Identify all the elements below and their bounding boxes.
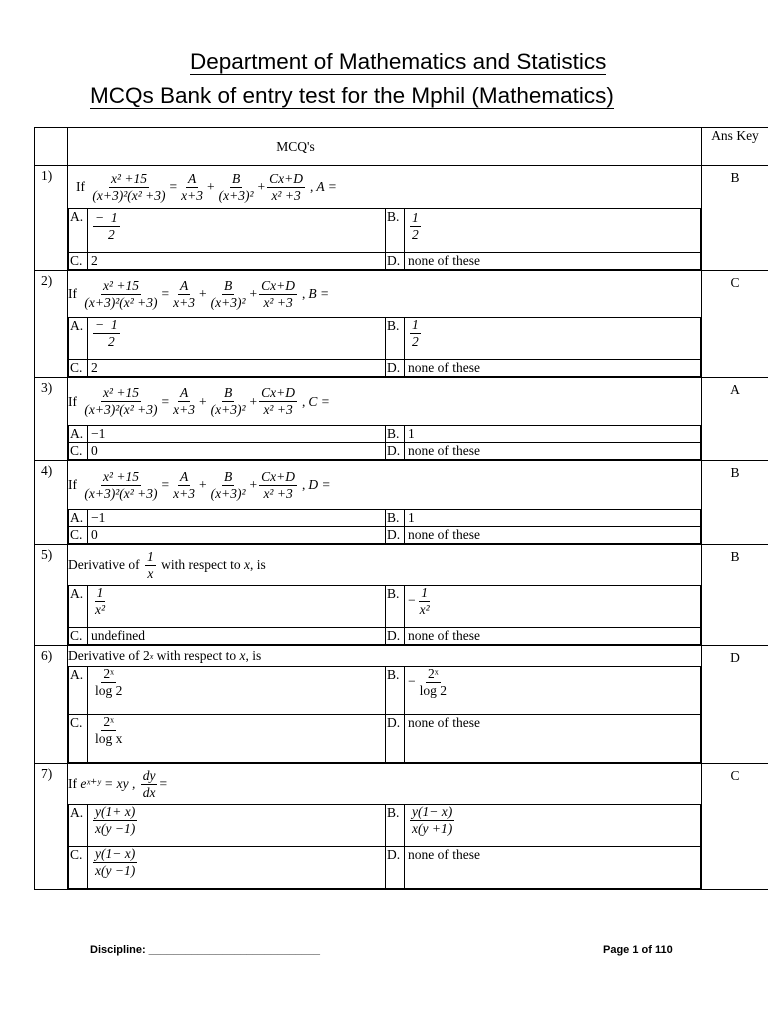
option-label: C.	[69, 443, 88, 460]
mcq-table	[34, 127, 768, 890]
question-number: 1)	[35, 166, 68, 271]
question-text: If $\frac{\text{x² +15}}{\text{(x+3)²(x² +3)}}$ = $\frac{A}{x+3}$ + $\frac{B}{\text{(x+3)²}}$ + $\frac{Cx+D}{\text{x² +3}}$ , A =	[76, 170, 337, 203]
option-label: D.	[386, 360, 405, 377]
if-text: If	[68, 477, 77, 492]
option-label: A.	[69, 318, 88, 360]
question-number: 4)	[35, 461, 68, 545]
option-label: B.	[386, 667, 405, 715]
option-a: $\frac{\text{2ˣ}}{\log 2}$	[88, 667, 386, 715]
question-text: If eˣ⁺ʸ = xy , $\frac{dy}{dx}$ =	[68, 767, 168, 800]
page-number: Page 1 of 110	[603, 944, 673, 956]
option-label: D.	[386, 715, 405, 763]
question-row-6	[35, 646, 768, 764]
page-title: Department of Mathematics and Statistics	[190, 49, 607, 74]
question-text: Derivative of $\frac{1}{x}$ with respect to x , is	[68, 548, 266, 581]
question-row-4	[35, 461, 768, 545]
option-label: B.	[386, 510, 405, 527]
option-label: B.	[386, 209, 405, 253]
question-number: 6)	[35, 646, 68, 764]
option-label: A.	[69, 667, 88, 715]
column-header-ans-key: Ans Key	[702, 128, 768, 166]
options-grid	[68, 804, 701, 889]
option-label: A.	[69, 209, 88, 253]
option-d: none of these	[405, 715, 701, 763]
option-a: −1	[88, 510, 386, 527]
option-c: 2	[88, 253, 386, 270]
option-b: $\frac{1}{2}$	[405, 318, 701, 360]
page-subtitle: MCQs Bank of entry test for the Mphil (Mathematics)	[90, 83, 614, 108]
option-c: undefined	[88, 628, 386, 645]
option-label: D.	[386, 443, 405, 460]
options-grid	[68, 208, 701, 270]
option-label: C.	[69, 715, 88, 763]
fraction: $\frac{Cx+D}{\text{x² +3}}$	[269, 170, 304, 203]
option-label: D.	[386, 628, 405, 645]
option-c: 0	[88, 527, 386, 544]
fraction: $\frac{A}{x+3}$	[181, 170, 204, 203]
question-text: Derivative of 2 x with respect to x , is	[68, 648, 262, 663]
answer-key: B	[702, 545, 768, 646]
option-label: B.	[386, 318, 405, 360]
option-d: none of these	[405, 443, 701, 460]
question-row-5	[35, 545, 768, 646]
option-d: none of these	[405, 527, 701, 544]
answer-key: C	[702, 271, 768, 378]
option-label: C.	[69, 527, 88, 544]
option-a: −1	[88, 426, 386, 443]
if-text: If	[68, 286, 77, 301]
option-b: 1	[405, 510, 701, 527]
option-c: 2	[88, 360, 386, 377]
option-b: $\frac{1}{2}$	[405, 209, 701, 253]
fraction: $\frac{\text{x² +15}}{\text{(x+3)²(x² +3)}}$	[92, 170, 166, 203]
option-b: 1	[405, 426, 701, 443]
option-label: A.	[69, 586, 88, 628]
option-d: none of these	[405, 360, 701, 377]
question-row-7	[35, 764, 768, 890]
option-label: C.	[69, 628, 88, 645]
option-label: A.	[69, 426, 88, 443]
discipline-field: Discipline: ____________________________	[90, 944, 320, 956]
option-label: D.	[386, 847, 405, 889]
if-text: If	[68, 393, 77, 409]
answer-key: D	[702, 646, 768, 764]
option-d: none of these	[405, 847, 701, 889]
option-label: C.	[69, 253, 88, 270]
option-c: $\frac{y(1- x)}{x(y -1)}$	[88, 847, 386, 889]
option-label: B.	[386, 805, 405, 847]
options-grid	[68, 666, 701, 763]
option-label: A.	[69, 805, 88, 847]
option-a: $\frac{1}{\text{x²}}$	[88, 586, 386, 628]
column-header-mcq: MCQ's	[68, 128, 702, 166]
option-d: none of these	[405, 628, 701, 645]
option-a: $\frac{y(1+ x)}{x(y -1)}$	[88, 805, 386, 847]
question-text: If $\frac{\text{x² +15}}{\text{(x+3)²(x² +3)}}$ = $\frac{A}{x+3}$ + $\frac{B}{\text{(x+3)²}}$ + $\frac{Cx+D}{\text{x² +3}}$ , D =	[68, 468, 331, 501]
question-number: 7)	[35, 764, 68, 890]
option-label: C.	[69, 360, 88, 377]
option-label: D.	[386, 253, 405, 270]
option-b: $\frac{y(1- x)}{x(y +1)}$	[405, 805, 701, 847]
question-number: 5)	[35, 545, 68, 646]
options-grid	[68, 425, 701, 460]
fraction: $\frac{B}{\text{(x+3)²}}$	[218, 170, 254, 203]
option-a: $\frac{- 1}{2}$	[88, 318, 386, 360]
question-row-2	[35, 271, 768, 378]
option-label: D.	[386, 527, 405, 544]
option-label: B.	[386, 586, 405, 628]
question-number: 2)	[35, 271, 68, 378]
option-label: B.	[386, 426, 405, 443]
question-text: If $\frac{\text{x² +15}}{\text{(x+3)²(x² +3)}}$ = $\frac{A}{x+3}$ + $\frac{B}{\text{(x+3)²}}$ + $\frac{Cx+D}{\text{x² +3}}$ , C =	[68, 385, 330, 417]
options-grid	[68, 585, 701, 645]
answer-key: B	[702, 166, 768, 271]
option-c: 0	[88, 443, 386, 460]
question-number: 3)	[35, 378, 68, 461]
if-text: If	[76, 179, 85, 194]
options-grid	[68, 509, 701, 544]
question-row-1	[35, 166, 768, 271]
option-label: A.	[69, 510, 88, 527]
option-a: $\frac{- 1}{2}$	[88, 209, 386, 253]
option-label: C.	[69, 847, 88, 889]
options-grid	[68, 317, 701, 377]
option-d: none of these	[405, 253, 701, 270]
question-row-3	[35, 378, 768, 461]
question-text: If $\frac{\text{x² +15}}{\text{(x+3)²(x² +3)}}$ = $\frac{A}{x+3}$ + $\frac{B}{\text{(x+3)²}}$ + $\frac{Cx+D}{\text{x² +3}}$ , B =	[68, 277, 330, 310]
answer-key: A	[702, 378, 768, 461]
table-header-row	[35, 128, 768, 166]
option-b: − $\frac{\text{2ˣ}}{\log 2}$	[405, 667, 701, 715]
answer-key: C	[702, 764, 768, 890]
option-b: − $\frac{1}{\text{x²}}$	[405, 586, 701, 628]
option-c: $\frac{\text{2ˣ}}{\text{log x}}$	[88, 715, 386, 763]
answer-key: B	[702, 461, 768, 545]
